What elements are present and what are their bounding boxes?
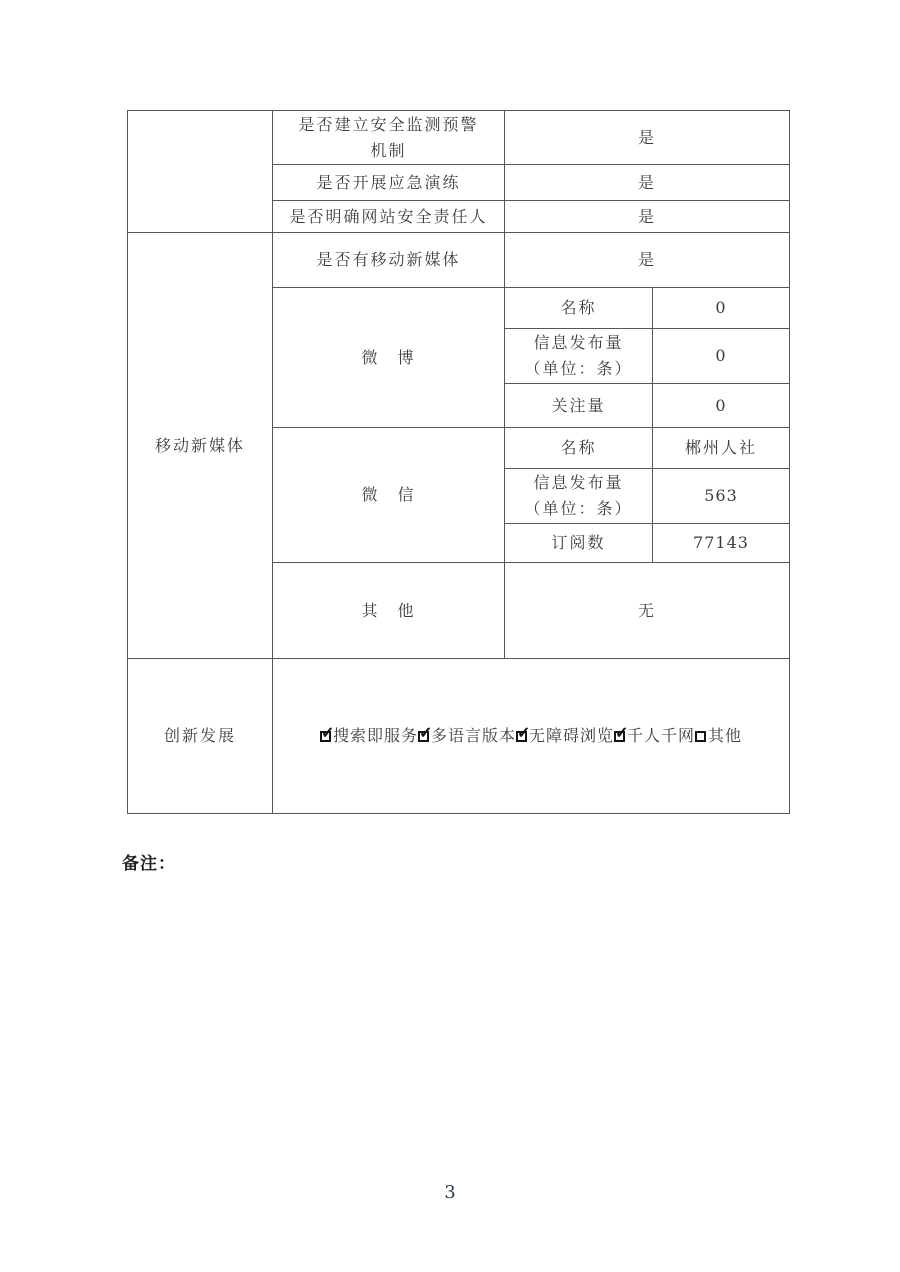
innovation-option — [516, 726, 614, 745]
remarks-label: 备注： — [122, 854, 176, 874]
innovation-option-label: 其他 — [708, 726, 743, 745]
innovation-options-cell — [273, 659, 790, 814]
row-label-weibo-followers: 关注量 — [505, 384, 653, 428]
table-row — [128, 659, 790, 814]
innovation-option — [320, 726, 418, 745]
row-label-wechat-posts — [505, 469, 653, 524]
row-value: 是 — [505, 111, 790, 165]
row-label-wechat-subscribers: 订阅数 — [505, 524, 653, 563]
checkbox-icon — [418, 731, 429, 742]
row-label-weibo-name: 名称 — [505, 288, 653, 329]
checkbox-icon — [614, 731, 625, 742]
innovation-option — [614, 726, 695, 745]
row-label-line: 是否建立安全监测预警 — [298, 114, 479, 134]
row-label-weibo-posts — [505, 329, 653, 384]
row-label-line: 信息发布量 — [533, 473, 624, 492]
innovation-option-label: 无障碍浏览 — [529, 726, 615, 745]
row-value: 郴州人社 — [653, 428, 790, 469]
row-value: 是 — [505, 233, 790, 288]
group-header-other: 其 他 — [273, 563, 505, 659]
row-value: 是 — [505, 165, 790, 201]
row-label-wechat-name: 名称 — [505, 428, 653, 469]
table-row — [128, 111, 790, 165]
page-number: 3 — [444, 1182, 456, 1203]
row-label-line: （单位：条） — [524, 499, 633, 518]
row-value: 0 — [653, 288, 790, 329]
row-label-line: 信息发布量 — [533, 333, 624, 352]
row-value: 是 — [505, 201, 790, 233]
table-row — [128, 233, 790, 288]
row-value: 0 — [653, 384, 790, 428]
row-label-line: （单位：条） — [524, 359, 633, 378]
checkbox-icon — [695, 731, 706, 742]
row-value: 0 — [653, 329, 790, 384]
section-header-mobile-media: 移动新媒体 — [128, 233, 273, 659]
row-label-emergency-drill: 是否开展应急演练 — [273, 165, 505, 201]
section-header-empty — [128, 111, 273, 233]
innovation-option-label: 多语言版本 — [430, 726, 516, 745]
row-label-security-officer: 是否明确网站安全责任人 — [273, 201, 505, 233]
row-label-line: 机制 — [370, 140, 407, 160]
row-value: 无 — [505, 563, 790, 659]
row-label-security-monitor — [273, 111, 505, 165]
checkbox-icon — [516, 731, 527, 742]
group-header-weibo: 微 博 — [273, 288, 505, 428]
innovation-option — [418, 726, 516, 745]
report-table — [127, 110, 790, 814]
row-value: 77143 — [653, 524, 790, 563]
row-label-has-mobile-media: 是否有移动新媒体 — [273, 233, 505, 288]
row-value: 563 — [653, 469, 790, 524]
innovation-option-label: 千人千网 — [627, 726, 696, 745]
checkbox-icon — [320, 731, 331, 742]
innovation-option — [695, 726, 742, 745]
group-header-wechat: 微 信 — [273, 428, 505, 563]
section-header-innovation: 创新发展 — [128, 659, 273, 814]
innovation-option-label: 搜索即服务 — [332, 726, 418, 745]
